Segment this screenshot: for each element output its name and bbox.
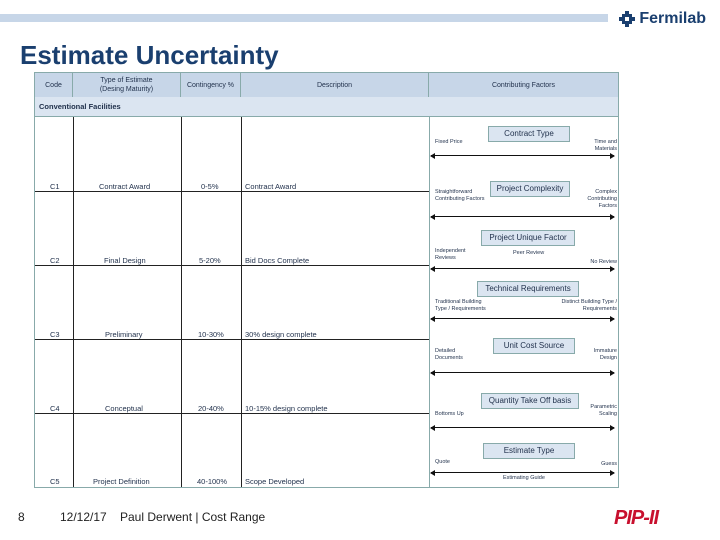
row-type: Contract Award <box>99 182 151 191</box>
factor-mid-label: Peer Review <box>513 250 545 256</box>
row-type: Conceptual <box>105 404 143 413</box>
row-type: Project Definition <box>93 477 150 486</box>
footer-author: Paul Derwent | Cost Range <box>120 510 266 524</box>
factor-right-label: Complex Contributing Factors <box>587 189 617 209</box>
pip-ii-logo: PIP-II <box>613 507 658 529</box>
row-contingency: 10-30% <box>198 330 224 339</box>
factor-right-label: Time and Materials <box>594 139 617 152</box>
row-contingency: 0-5% <box>201 182 219 191</box>
logo-text: Fermilab <box>639 10 706 27</box>
section-label: Conventional Facilities <box>35 97 618 117</box>
row-description: Scope Developed <box>245 477 305 486</box>
row-divider <box>35 413 429 414</box>
row-divider <box>35 191 429 192</box>
row-type: Final Design <box>104 256 146 265</box>
page-number: 8 <box>18 510 25 524</box>
row-contingency: 40-100% <box>197 477 228 486</box>
factor-title: Quantity Take Off basis <box>481 393 579 409</box>
column-divider <box>73 117 74 487</box>
factor-left-label: Fixed Price <box>435 139 463 145</box>
row-code: C3 <box>50 330 60 339</box>
factor-range-arrow <box>431 155 614 156</box>
factor-title: Estimate Type <box>483 443 575 459</box>
row-contingency: 5-20% <box>199 256 221 265</box>
factor-title: Unit Cost Source <box>493 338 575 354</box>
row-code: C2 <box>50 256 60 265</box>
row-description: Bid Docs Complete <box>245 256 310 265</box>
factor-range-arrow <box>431 268 614 269</box>
factor-right-label: Immature Design <box>593 348 617 361</box>
factor-range-arrow <box>431 372 614 373</box>
col-header-code: Code <box>35 73 73 97</box>
column-divider <box>241 117 242 487</box>
fermilab-logo <box>619 8 706 30</box>
factor-left-label: Bottoms Up <box>435 411 464 417</box>
row-code: C4 <box>50 404 60 413</box>
column-divider <box>429 117 430 487</box>
factor-title: Project Unique Factor <box>481 230 575 246</box>
row-code: C1 <box>50 182 60 191</box>
uncertainty-table <box>34 72 619 488</box>
factor-right-label: No Review <box>590 259 617 265</box>
row-code: C5 <box>50 477 60 486</box>
row-type: Preliminary <box>105 330 143 339</box>
factor-range-arrow <box>431 216 614 217</box>
factor-title: Contract Type <box>488 126 570 142</box>
top-accent-bar <box>0 14 608 22</box>
factor-left-label: Detailed Documents <box>435 348 463 361</box>
row-contingency: 20-40% <box>198 404 224 413</box>
factor-left-label: Independent Reviews <box>435 248 466 261</box>
row-description: 30% design complete <box>245 330 317 339</box>
factor-range-arrow <box>431 318 614 319</box>
row-description: 10-15% design complete <box>245 404 328 413</box>
row-divider <box>35 265 429 266</box>
col-header-factors: Contributing Factors <box>491 81 556 89</box>
factor-mid-label: Estimating Guide <box>503 475 545 481</box>
factor-right-label: Distinct Building Type / Requirements <box>561 299 617 312</box>
factor-left-label: Straightforward Contributing Factors <box>435 189 485 202</box>
factor-title: Technical Requirements <box>477 281 579 297</box>
table-header <box>35 73 618 98</box>
row-description: Contract Award <box>245 182 297 191</box>
factor-range-arrow <box>431 472 614 473</box>
factor-right-label: Parametric Scaling <box>590 404 617 417</box>
col-header-description: Description <box>241 73 429 97</box>
fermilab-logo-icon <box>619 11 635 27</box>
factor-left-label: Quote <box>435 459 450 465</box>
factor-range-arrow <box>431 427 614 428</box>
page-title: Estimate Uncertainty <box>20 40 279 70</box>
factor-left-label: Traditional Building Type / Requirements <box>435 299 486 312</box>
factor-right-label: Guess <box>601 461 617 467</box>
column-divider <box>181 117 182 487</box>
factor-title: Project Complexity <box>490 181 570 197</box>
col-header-type: Type of Estimate (Desing Maturity) <box>73 73 181 97</box>
col-header-contingency: Contingency % <box>181 73 241 97</box>
footer-date: 12/12/17 <box>60 510 107 524</box>
row-divider <box>35 339 429 340</box>
